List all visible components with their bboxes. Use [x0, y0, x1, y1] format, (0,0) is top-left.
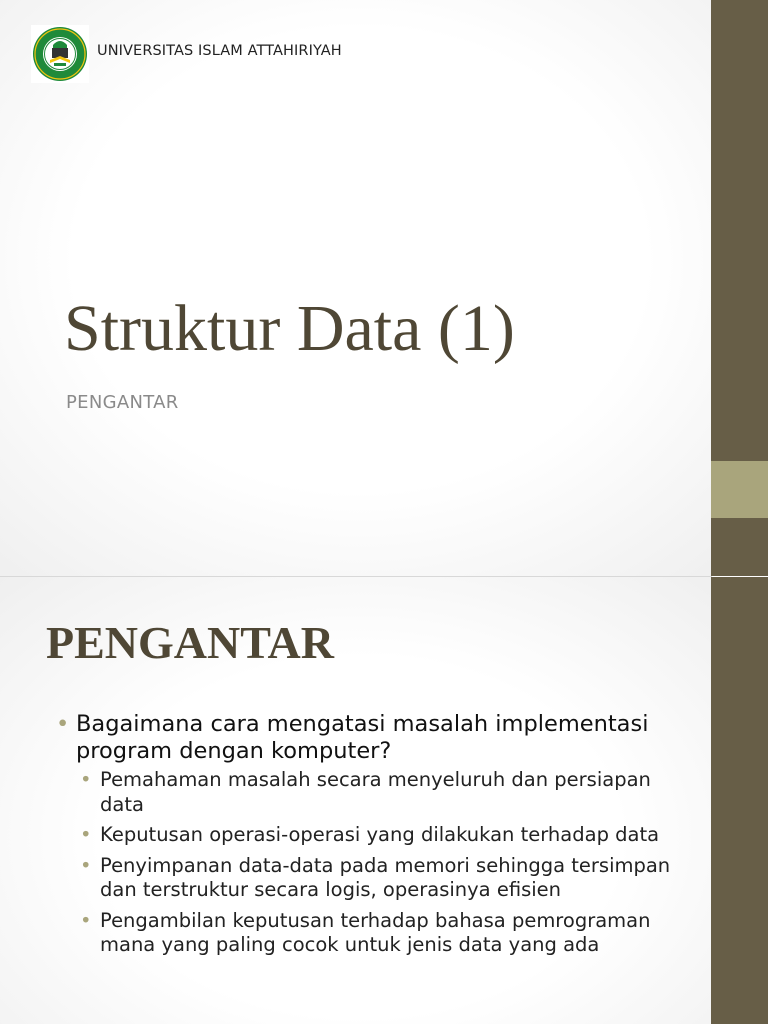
bullet-text: Bagaimana cara mengatasi masalah implementasi program dengan komputer? — [76, 711, 649, 764]
bullet-list — [56, 711, 686, 964]
slide-sidebar — [711, 577, 768, 1024]
sub-bullet-list — [76, 768, 686, 958]
university-logo — [31, 25, 89, 83]
sub-bullet-item: • Pemahaman masalah secara menyeluruh dan persiapan data — [80, 768, 686, 817]
slide-subtitle: PENGANTAR — [66, 392, 179, 413]
sub-bullet-item: • Penyimpanan data-data pada memori sehingga tersimpan dan terstruktur secara logis, operasinya efisien — [80, 854, 686, 903]
content-heading: PENGANTAR — [46, 617, 334, 668]
slide-title: Struktur Data (1) — [64, 292, 515, 365]
sub-bullet-item: • Keputusan operasi-operasi yang dilakukan terhadap data — [80, 823, 686, 848]
bullet-item — [56, 711, 686, 958]
university-name: UNIVERSITAS ISLAM ATTAHIRIYAH — [97, 43, 342, 59]
sub-bullet-item: • Pengambilan keputusan terhadap bahasa pemrograman mana yang paling cocok untuk jenis data yang ada — [80, 909, 686, 958]
content-slide — [0, 577, 768, 1024]
sidebar-accent-square — [711, 461, 768, 518]
